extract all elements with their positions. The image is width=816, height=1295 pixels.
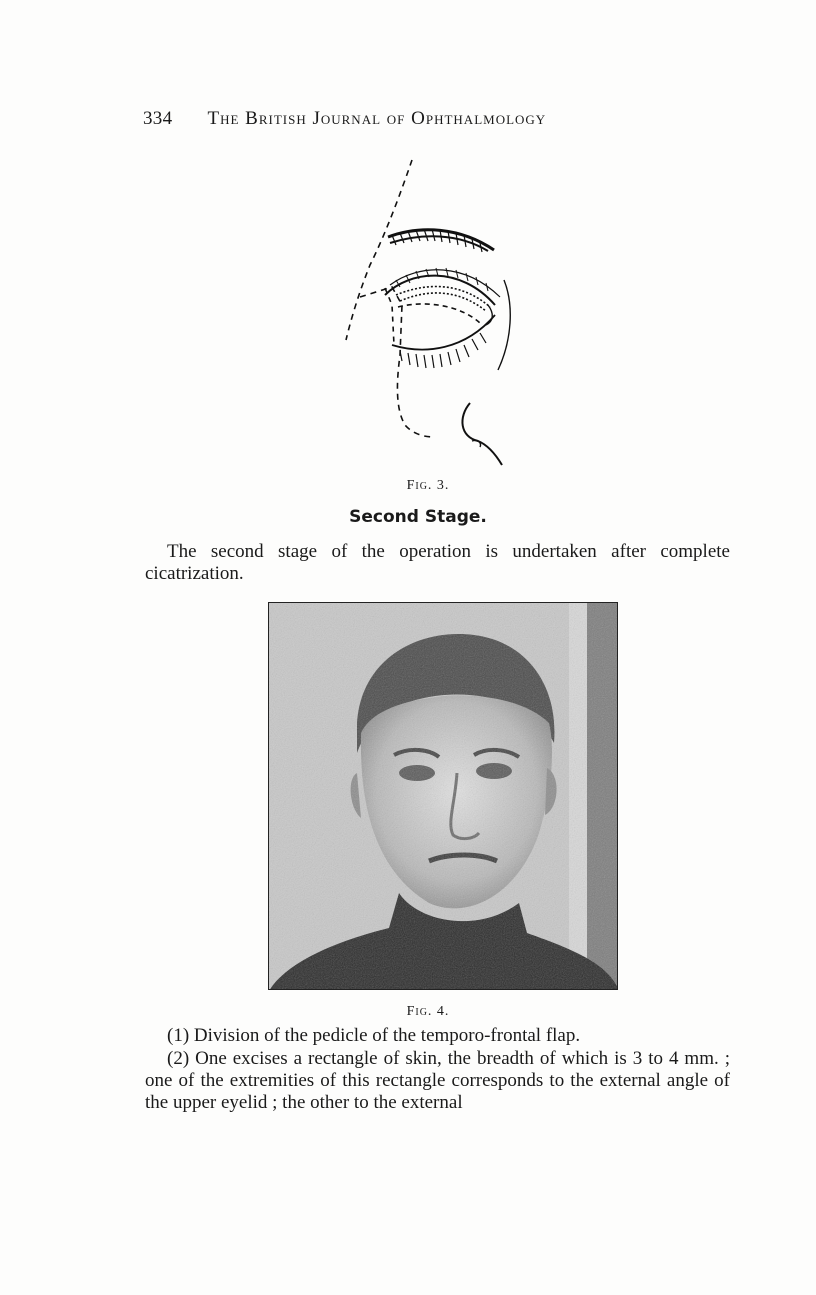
paragraph-step-1: (1) Division of the pedicle of the temporo-frontal flap. bbox=[167, 1025, 581, 1046]
paragraph-intro: The second stage of the operation is undertaken after complete cicatrization. bbox=[145, 541, 730, 584]
figure-4-photo bbox=[268, 602, 618, 990]
paragraph-step-2: (2) One excises a rectangle of skin, the breadth of which is 3 to 4 mm. ; one of the extremities of this rectangle corresponds to the external angle of the upper eyelid ; the other to the external bbox=[145, 1048, 730, 1113]
page-number: 334 bbox=[143, 108, 173, 129]
patient-portrait-photo bbox=[269, 603, 618, 990]
figure-3-diagram bbox=[330, 155, 530, 475]
journal-title: The British Journal of Ophthalmology bbox=[207, 108, 547, 129]
figure-3-caption: Fig. 3. bbox=[406, 478, 450, 493]
section-heading: Second Stage. bbox=[349, 507, 487, 527]
eye-flap-diagram-icon bbox=[330, 155, 530, 475]
figure-4-caption: Fig. 4. bbox=[406, 1004, 450, 1019]
running-header bbox=[143, 108, 546, 130]
